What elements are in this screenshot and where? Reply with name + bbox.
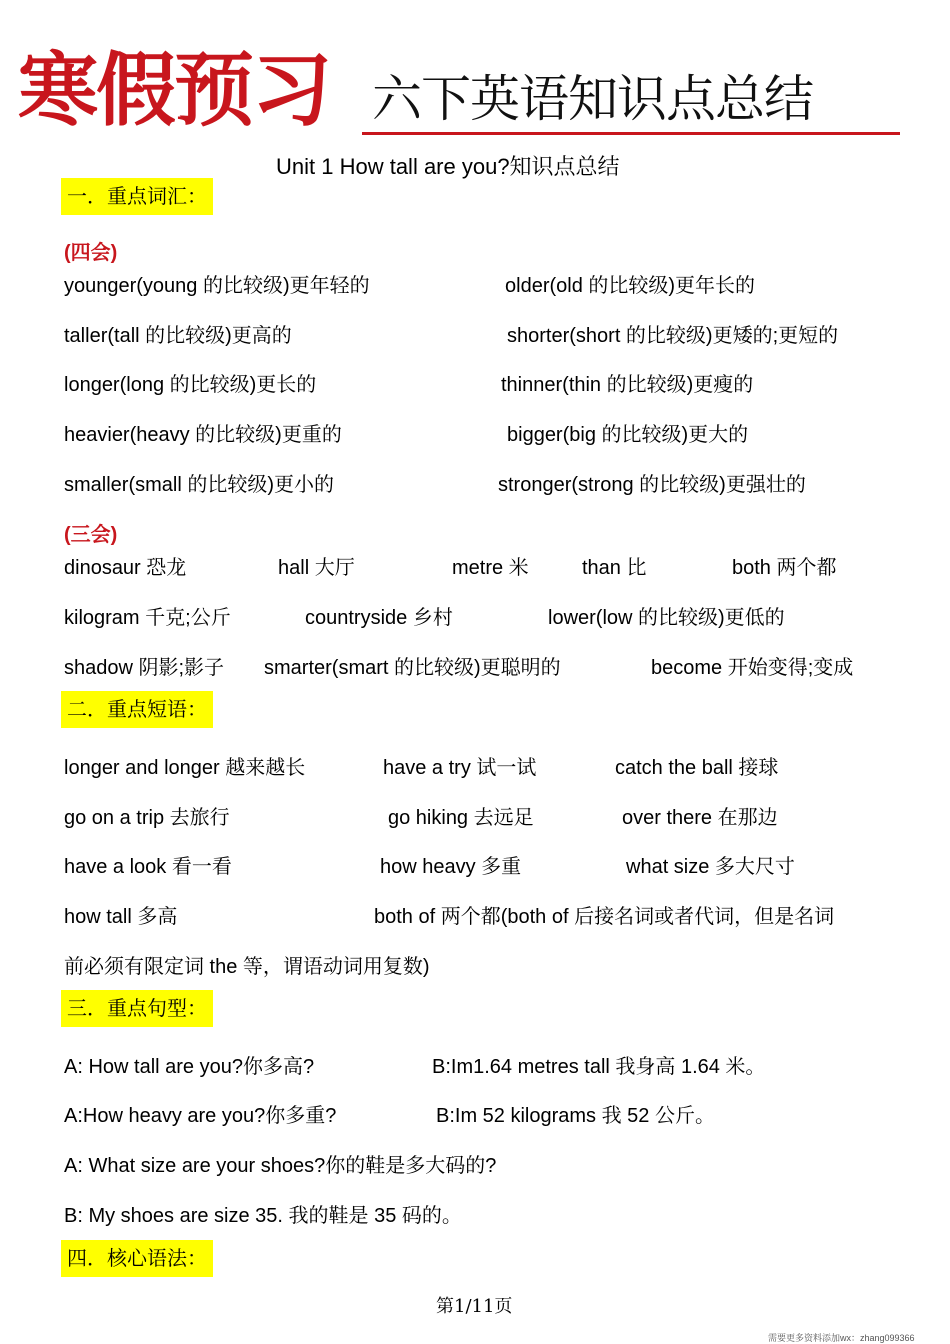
phrase-item: go on a trip 去旅行 xyxy=(64,807,230,829)
phrase-item: have a try 试一试 xyxy=(383,757,537,779)
sentence-item: A: How tall are you?你多高? xyxy=(64,1056,315,1078)
phrase-item: longer and longer 越来越长 xyxy=(64,757,306,779)
vocab-item: bigger(big 的比较级)更大的 xyxy=(507,424,749,446)
vocab-item: countryside 乡村 xyxy=(305,607,453,629)
vocab-four-label: (四会) xyxy=(64,242,118,264)
unit-title: Unit 1 How tall are you?知识点总结 xyxy=(276,154,620,179)
vocab-item: stronger(strong 的比较级)更强壮的 xyxy=(498,474,806,496)
vocab-item: older(old 的比较级)更年长的 xyxy=(505,275,756,297)
sentence-item: A:How heavy are you?你多重? xyxy=(64,1105,337,1127)
vocab-item: kilogram 千克;公斤 xyxy=(64,607,231,629)
phrase-item: how tall 多高 xyxy=(64,906,178,928)
section-heading-phrases: 二．重点短语： xyxy=(61,691,213,728)
vocab-item: shorter(short 的比较级)更矮的;更短的 xyxy=(507,325,839,347)
watermark: 需要更多资料添加wx：zhang099366 xyxy=(768,1333,915,1343)
vocab-item: lower(low 的比较级)更低的 xyxy=(548,607,785,629)
page-number: 第1/11页 xyxy=(436,1296,513,1317)
phrase-item: go hiking 去远足 xyxy=(388,807,534,829)
sentence-item: B: My shoes are size 35. 我的鞋是 35 码的。 xyxy=(64,1205,462,1227)
phrase-item: what size 多大尺寸 xyxy=(626,856,795,878)
phrase-item: catch the ball 接球 xyxy=(615,757,779,779)
vocab-three-label: (三会) xyxy=(64,524,118,546)
vocab-item: taller(tall 的比较级)更高的 xyxy=(64,325,292,347)
section-heading-grammar: 四．核心语法： xyxy=(61,1240,213,1277)
vocab-item: than 比 xyxy=(582,557,647,579)
sentence-item: B:Im 52 kilograms 我 52 公斤。 xyxy=(436,1105,715,1127)
phrase-item: how heavy 多重 xyxy=(380,856,522,878)
phrase-item: both of 两个都(both of 后接名词或者代词，但是名词 xyxy=(374,906,835,928)
phrase-item: have a look 看一看 xyxy=(64,856,232,878)
sub-title: 六下英语知识点总结 xyxy=(372,70,813,128)
phrase-item: over there 在那边 xyxy=(622,807,778,829)
vocab-item: metre 米 xyxy=(452,557,529,579)
vocab-item: thinner(thin 的比较级)更瘦的 xyxy=(501,374,754,396)
phrase-note: 前必须有限定词 the 等，谓语动词用复数) xyxy=(64,956,430,978)
vocab-item: dinosaur 恐龙 xyxy=(64,557,187,579)
main-title: 寒假预习 xyxy=(18,43,330,137)
section-heading-sentences: 三．重点句型： xyxy=(61,990,213,1027)
sentence-item: B:Im1.64 metres tall 我身高 1.64 米。 xyxy=(432,1056,766,1078)
vocab-item: become 开始变得;变成 xyxy=(651,657,854,679)
vocab-item: shadow 阴影;影子 xyxy=(64,657,225,679)
vocab-item: hall 大厅 xyxy=(278,557,355,579)
vocab-item: longer(long 的比较级)更长的 xyxy=(64,374,317,396)
vocab-item: smarter(smart 的比较级)更聪明的 xyxy=(264,657,561,679)
vocab-item: heavier(heavy 的比较级)更重的 xyxy=(64,424,342,446)
vocab-item: both 两个都 xyxy=(732,557,837,579)
section-heading-vocab: 一．重点词汇： xyxy=(61,178,213,215)
sentence-item: A: What size are your shoes?你的鞋是多大码的? xyxy=(64,1155,497,1177)
vocab-item: younger(young 的比较级)更年轻的 xyxy=(64,275,370,297)
title-underline xyxy=(362,132,900,135)
vocab-item: smaller(small 的比较级)更小的 xyxy=(64,474,334,496)
